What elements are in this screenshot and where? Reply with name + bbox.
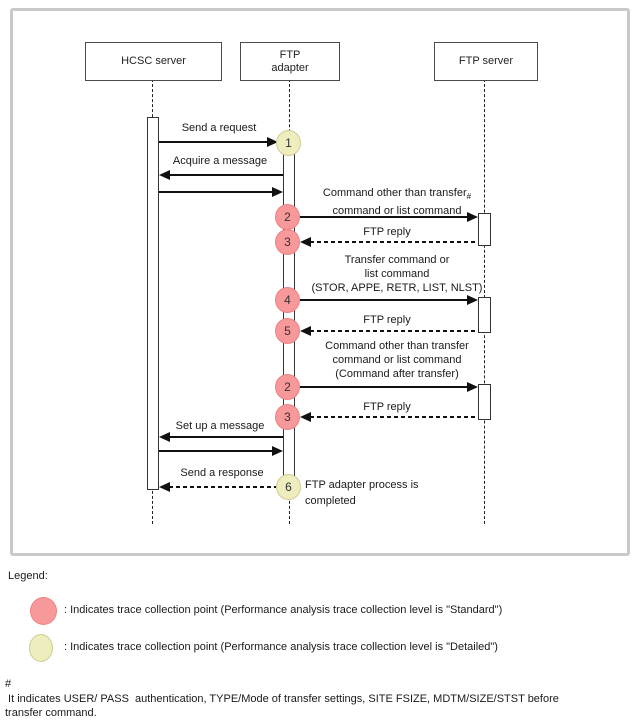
ftp-adapter-box — [240, 42, 340, 81]
set-up-a-message-return-line — [159, 450, 273, 452]
footnote-line-2: transfer command. — [5, 707, 97, 719]
set-up-a-message-line — [169, 436, 283, 438]
ftp-server-box — [434, 42, 538, 81]
ftp-reply-2-label-line: FTP reply — [363, 314, 411, 326]
acquire-a-message-label — [173, 154, 267, 168]
acquire-a-message-return-line — [159, 191, 273, 193]
legend-title: Legend: — [8, 570, 48, 582]
trace-point-7-num-3: 3 — [275, 404, 300, 430]
trace-point-3-num-3: 3 — [275, 229, 300, 255]
ftp-reply-3-arrowhead — [300, 412, 311, 422]
command-other-than-transfer-label-line: command or list command — [332, 205, 462, 218]
command-other-than-transfer-label-line: Command other than transfer$_{\#}$ — [322, 187, 472, 202]
ftp-reply-3-label-line: FTP reply — [363, 401, 411, 413]
hcsc-server-box — [85, 42, 222, 81]
footnote-line-1: It indicates USER/ PASS authentication, TYPE/Mode of transfer settings, SITE FSIZE, MDTM/SIZE/STST before — [5, 693, 559, 705]
trace-point-4-num-4: 4 — [275, 287, 300, 313]
ftp-server-activation-2 — [478, 297, 491, 333]
set-up-a-message-label-line: Set up a message — [175, 420, 265, 432]
legend-swatch-detailed — [29, 634, 53, 662]
transfer-command-label-line: list command — [364, 268, 430, 280]
completion-note — [305, 477, 419, 509]
acquire-a-message-line — [169, 174, 283, 176]
ftp-server-activation-1 — [478, 213, 491, 246]
ftp-reply-2-arrowhead — [300, 326, 311, 336]
ftp-reply-1-arrowhead — [300, 237, 311, 247]
command-after-transfer-label-line: Command other than transfer — [325, 340, 469, 352]
command-after-transfer-arrowhead — [467, 382, 478, 392]
completion-note-line: FTP adapter process is — [305, 479, 419, 491]
send-a-request-line — [159, 141, 268, 143]
ftp-server-label: FTP server — [458, 55, 514, 67]
command-after-transfer-label-line: (Command after transfer) — [335, 368, 459, 380]
transfer-command-line — [300, 299, 468, 301]
transfer-command-label-line: (STOR, APPE, RETR, LIST, NLST) — [311, 282, 483, 294]
set-up-a-message-arrowhead — [159, 432, 170, 442]
transfer-command-label — [312, 253, 483, 295]
command-after-transfer-label — [325, 339, 469, 381]
ftp-adapter-label: FTP — [279, 48, 301, 61]
transfer-command-label-line: Transfer command or — [344, 254, 450, 266]
trace-point-1-num-1: 1 — [276, 130, 301, 156]
set-up-a-message-return-arrowhead — [272, 446, 283, 456]
send-a-request-label — [182, 121, 257, 135]
trace-point-5-num-5: 5 — [275, 318, 300, 344]
hcsc-server-label: HCSC server — [121, 55, 186, 67]
send-a-response-label — [180, 466, 263, 480]
ftp-reply-1-line — [310, 241, 478, 243]
ftp-reply-3-line — [310, 416, 478, 418]
ftp-adapter-label: adapter — [271, 61, 309, 74]
acquire-a-message-return-arrowhead — [272, 187, 283, 197]
trace-point-8-num-6: 6 — [276, 474, 301, 500]
send-a-request-label-line: Send a request — [181, 122, 257, 134]
legend-swatch-standard — [30, 597, 57, 625]
send-a-response-line — [169, 486, 276, 488]
hcsc-activation — [147, 117, 159, 490]
trace-point-2-num-2: 2 — [275, 204, 300, 230]
trace-point-6-num-2: 2 — [275, 374, 300, 400]
acquire-a-message-arrowhead — [159, 170, 170, 180]
ftp-reply-1-label-line: FTP reply — [363, 226, 411, 238]
ftp-reply-2-label — [363, 313, 410, 327]
legend-text-detailed: : Indicates trace collection point (Performance analysis trace collection level is "Detailed") — [64, 641, 498, 653]
legend-text-standard: : Indicates trace collection point (Performance analysis trace collection level is "Standard") — [64, 604, 503, 616]
footnote-marker: # — [5, 678, 12, 690]
ftp-reply-3-label — [363, 400, 410, 414]
command-after-transfer-line — [300, 386, 468, 388]
acquire-a-message-label-line: Acquire a message — [172, 155, 268, 167]
command-after-transfer-label-line: command or list command — [332, 354, 462, 366]
completion-note-line: completed — [305, 495, 356, 507]
send-a-response-arrowhead — [159, 482, 170, 492]
ftp-reply-1-label — [363, 225, 410, 239]
set-up-a-message-label — [176, 419, 265, 433]
transfer-command-arrowhead — [467, 295, 478, 305]
command-other-than-transfer-label — [323, 186, 471, 218]
ftp-reply-2-line — [310, 330, 478, 332]
send-a-response-label-line: Send a response — [180, 467, 264, 479]
ftp-server-activation-3 — [478, 384, 491, 420]
footnote-reference: # — [466, 192, 472, 202]
